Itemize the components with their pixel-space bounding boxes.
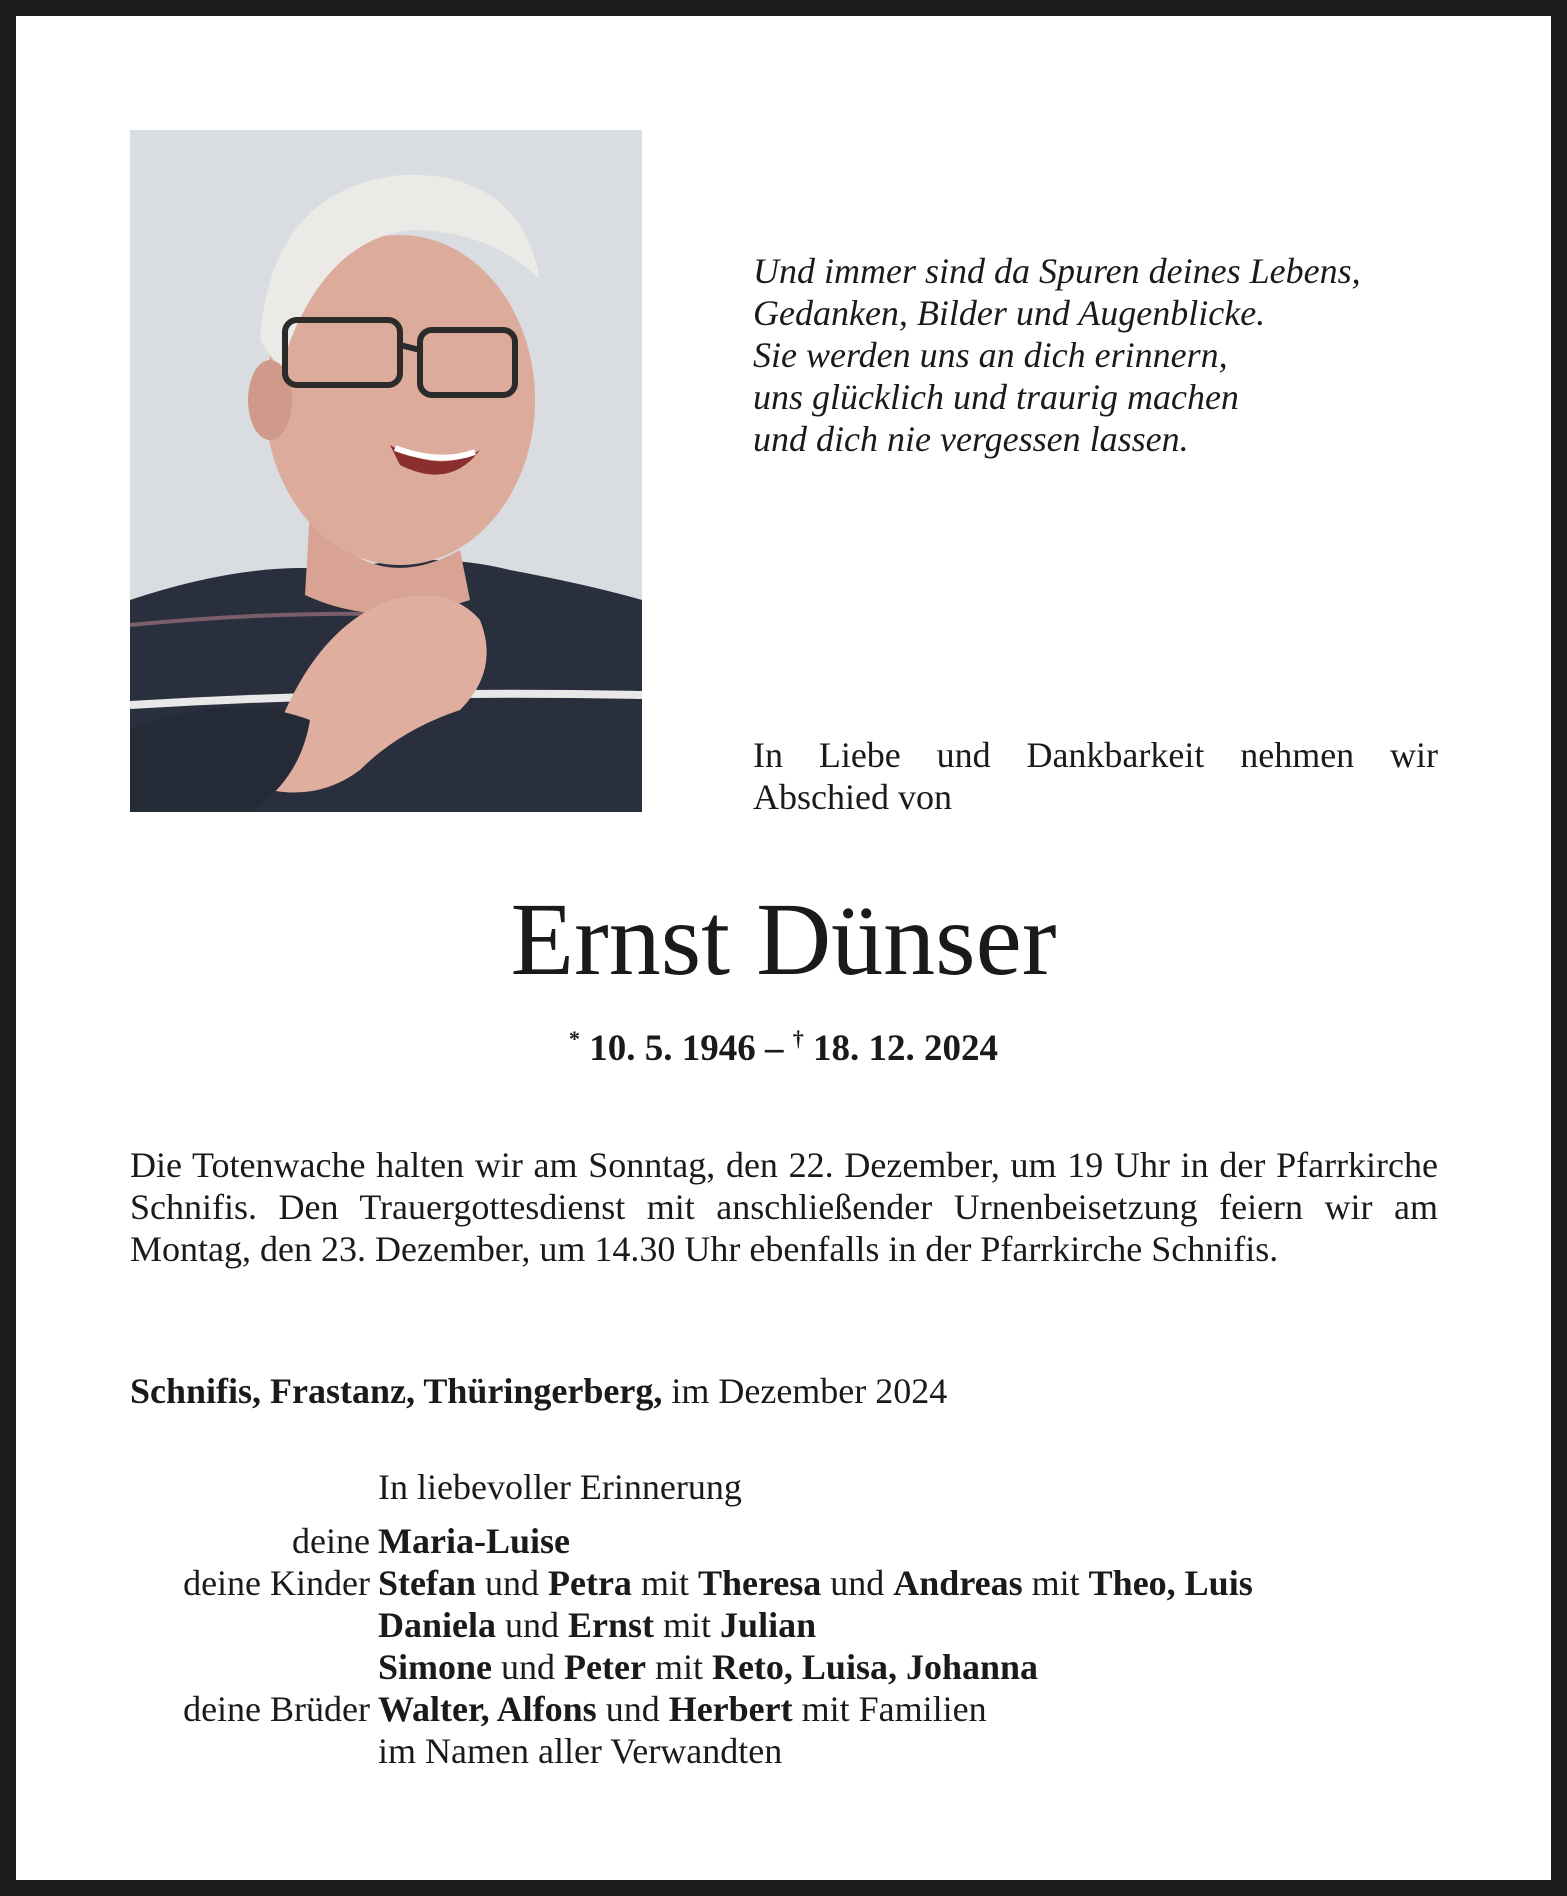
connector: mit — [640, 1563, 689, 1603]
grandchild-names: Theo, Luis — [1088, 1563, 1253, 1603]
child-name: Daniela — [378, 1605, 497, 1645]
family-row-children-3 — [130, 1646, 1460, 1688]
poem-line: Und immer sind da Spuren deines Lebens, — [753, 251, 1361, 291]
brothers-label: deine Brüder — [183, 1689, 370, 1729]
family-row-brothers — [130, 1688, 1460, 1730]
intro-text: In Liebe und Dankbarkeit nehmen wir Abschied von — [753, 735, 1438, 817]
portrait-photo — [130, 130, 642, 812]
partner-name: Petra — [548, 1563, 632, 1603]
poem-line: Gedanken, Bilder und Augenblicke. — [753, 293, 1266, 333]
birth-symbol: * — [569, 1026, 580, 1051]
family-row-children-2 — [130, 1604, 1460, 1646]
family-list — [130, 1520, 1460, 1772]
brother-names: Walter, Alfons — [378, 1689, 597, 1729]
connector: mit — [663, 1605, 712, 1645]
memory-heading: In liebevoller Erinnerung — [378, 1467, 742, 1507]
grandchild-names: Reto, Luisa, Johanna — [711, 1647, 1039, 1687]
death-symbol: † — [792, 1026, 804, 1051]
birth-date: 10. 5. 1946 — [589, 1028, 756, 1069]
deceased-name: Ernst Dünser — [510, 882, 1057, 997]
grandchild-name: Theresa — [697, 1563, 822, 1603]
connector: und — [830, 1563, 885, 1603]
place-date: im Dezember 2024 — [671, 1371, 948, 1411]
wife-label: deine — [292, 1521, 370, 1561]
family-row-children-1 — [130, 1562, 1460, 1604]
connector: mit — [654, 1647, 703, 1687]
partner-name: Peter — [564, 1647, 646, 1687]
connector: und — [505, 1605, 560, 1645]
family-row-wife — [130, 1520, 1460, 1562]
poem — [753, 250, 1473, 460]
connector: und — [501, 1647, 556, 1687]
grandchild-name: Andreas — [893, 1563, 1023, 1603]
place-date-line — [130, 1370, 1438, 1412]
connector: mit — [1031, 1563, 1080, 1603]
brother-name: Herbert — [668, 1689, 793, 1729]
poem-line: uns glücklich und traurig machen — [753, 377, 1239, 417]
child-name: Simone — [378, 1647, 493, 1687]
death-date: 18. 12. 2024 — [813, 1028, 998, 1069]
connector: und — [485, 1563, 539, 1603]
places: Schnifis, Frastanz, Thüringerberg, — [130, 1371, 663, 1411]
ceremony-text: Die Totenwache halten wir am Sonntag, den 22. Dezember, um 19 Uhr in der Pfarrkirche Schnifis. Den Trauergottesdienst mit anschließender Urnenbeisetzung feiern wir am Montag, den 23. Dezember, um 14.30 Uhr ebenfalls in der Pfarrkirche Schnifis. — [130, 1145, 1438, 1269]
poem-line: Sie werden uns an dich erinnern, — [753, 335, 1228, 375]
poem-line: und dich nie vergessen lassen. — [753, 419, 1189, 459]
grandchild-name: Julian — [720, 1605, 817, 1645]
wife-name: Maria-Luise — [378, 1521, 570, 1561]
date-separator: – — [765, 1028, 784, 1069]
relatives-note: im Namen aller Verwandten — [378, 1731, 783, 1771]
children-label: deine Kinder — [183, 1563, 370, 1603]
partner-name: Ernst — [568, 1605, 655, 1645]
families-note: mit Familien — [801, 1689, 987, 1729]
connector: und — [605, 1689, 660, 1729]
child-name: Stefan — [378, 1563, 476, 1603]
life-dates — [0, 1016, 1567, 1072]
family-row-relatives — [130, 1730, 1460, 1772]
